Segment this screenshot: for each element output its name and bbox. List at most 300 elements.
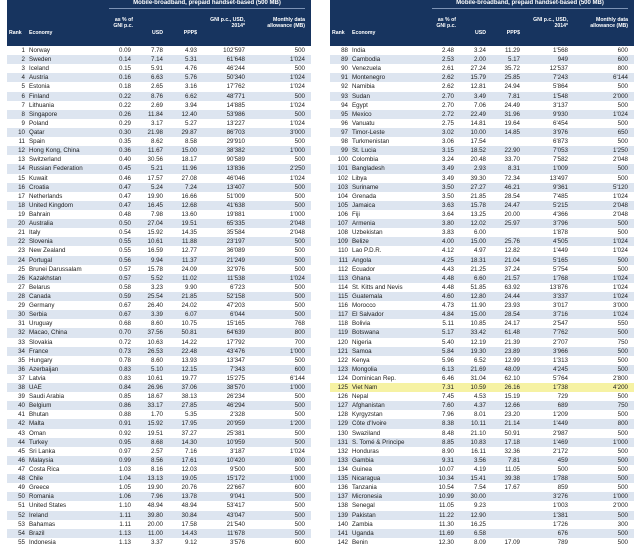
cell-rank: 20 (18, 220, 25, 228)
table-row (330, 456, 634, 465)
cell-usd: 8.68 (150, 438, 163, 446)
cell-rank: 118 (338, 320, 348, 328)
cell-gni-pc: 2'172 (553, 447, 568, 455)
table-row (7, 210, 311, 219)
cell-rank: 133 (337, 456, 348, 464)
cell-gni-pc: 13'497 (549, 174, 568, 182)
table-row (7, 392, 311, 401)
table-row (7, 474, 311, 483)
table-row (7, 319, 311, 328)
cell-usd: 6.58 (473, 529, 486, 537)
table-row (7, 119, 311, 128)
cell-economy: Namibia (352, 83, 375, 91)
cell-ppp: 26.16 (504, 384, 520, 392)
cell-gni-pc: 1'381 (553, 511, 568, 519)
cell-rank: 13 (18, 156, 25, 164)
cell-rank: 48 (18, 475, 25, 483)
cell-usd: 15.78 (470, 201, 486, 209)
cell-economy: Costa Rica (29, 466, 60, 474)
cell-allowance: 500 (617, 484, 628, 492)
cell-pct-gni: 5.17 (441, 329, 454, 337)
cell-economy: Honduras (352, 447, 379, 455)
cell-ppp: 62.10 (504, 374, 520, 382)
cell-allowance: 600 (294, 538, 305, 546)
cell-pct-gni: 0.97 (118, 447, 131, 455)
cell-rank: 26 (18, 274, 25, 282)
table-row (330, 410, 634, 419)
cell-economy: Chile (29, 475, 44, 483)
cell-usd: 10.85 (470, 320, 486, 328)
cell-gni-pc: 789 (557, 538, 568, 546)
cell-gni-pc: 459 (557, 456, 568, 464)
cell-ppp: 14.35 (181, 229, 197, 237)
cell-rank: 101 (337, 165, 348, 173)
cell-gni-pc: 1'003 (553, 502, 568, 510)
cell-allowance: 1'024 (613, 247, 628, 255)
cell-rank: 8 (21, 110, 25, 118)
cell-rank: 19 (18, 210, 25, 218)
cell-usd: 11.90 (470, 302, 486, 310)
cell-economy: Australia (29, 220, 54, 228)
cell-economy: Bolivia (352, 320, 371, 328)
cell-pct-gni: 0.47 (118, 183, 131, 191)
cell-ppp: 9.12 (184, 538, 197, 546)
cell-allowance: 500 (294, 411, 305, 419)
cell-gni-pc: 46'294 (226, 402, 245, 410)
table-row (330, 419, 634, 428)
cell-usd: 25.54 (147, 292, 163, 300)
cell-ppp: 12.40 (181, 110, 197, 118)
cell-gni-pc: 64'639 (226, 329, 245, 337)
cell-usd: 11.84 (147, 110, 163, 118)
cell-ppp: 29.87 (181, 128, 197, 136)
cell-ppp: 14.43 (181, 529, 197, 537)
table-row (330, 429, 634, 438)
cell-economy: Fiji (352, 210, 360, 218)
cell-pct-gni: 0.56 (118, 256, 131, 264)
cell-rank: 44 (18, 438, 25, 446)
cell-gni-pc: 10'420 (226, 456, 245, 464)
cell-pct-gni: 3.02 (441, 128, 454, 136)
cell-usd: 19.30 (470, 347, 486, 355)
cell-allowance: 500 (294, 302, 305, 310)
cell-pct-gni: 8.85 (441, 438, 454, 446)
cell-usd: 21.98 (147, 128, 163, 136)
cell-allowance: 2'048 (613, 156, 628, 164)
cell-pct-gni: 0.18 (118, 83, 131, 91)
cell-rank: 37 (18, 374, 25, 382)
cell-rank: 22 (18, 238, 25, 246)
table-row (7, 82, 311, 91)
cell-pct-gni: 2.70 (441, 92, 454, 100)
cell-pct-gni: 4.43 (441, 265, 454, 273)
cell-pct-gni: 8.38 (441, 420, 454, 428)
cell-allowance: 500 (294, 466, 305, 474)
cell-allowance: 500 (294, 92, 305, 100)
cell-ppp: 4.93 (184, 47, 197, 54)
cell-allowance: 500 (294, 256, 305, 264)
cell-usd: 15.41 (470, 475, 486, 483)
cell-usd: 30.56 (147, 156, 163, 164)
cell-pct-gni: 11.22 (438, 511, 454, 519)
table-row (330, 174, 634, 183)
table-row (330, 401, 634, 410)
cell-allowance: 1'000 (290, 210, 305, 218)
cell-usd: 21.10 (470, 429, 486, 437)
cell-rank: 120 (337, 338, 348, 346)
cell-usd: 7.98 (150, 210, 163, 218)
cell-economy: Portugal (29, 256, 53, 264)
cell-allowance: 3'000 (613, 302, 628, 310)
cell-gni-pc: 500 (557, 466, 568, 474)
cell-gni-pc: 1'469 (553, 438, 568, 446)
cell-economy: Netherlands (29, 192, 63, 200)
cell-rank: 11 (18, 138, 25, 146)
cell-economy: Turkmenistan (352, 138, 390, 146)
cell-pct-gni: 12.30 (438, 538, 454, 546)
cell-rank: 132 (337, 447, 348, 455)
cell-pct-gni: 6.13 (441, 365, 454, 373)
cell-rank: 35 (18, 356, 25, 364)
table-row (330, 183, 634, 192)
cell-gni-pc: 9'930 (553, 110, 568, 118)
cell-ppp: 3.94 (184, 101, 197, 109)
cell-economy: Bahamas (29, 520, 56, 528)
cell-rank: 106 (337, 210, 348, 218)
cell-economy: Kazakhstan (29, 274, 62, 282)
cell-gni-pc: 5'754 (553, 265, 568, 273)
cell-pct-gni: 1.06 (118, 493, 131, 501)
cell-allowance: 500 (294, 65, 305, 73)
cell-rank: 93 (341, 92, 348, 100)
cell-allowance: 500 (294, 438, 305, 446)
cell-usd: 8.62 (150, 138, 163, 146)
cell-rank: 16 (18, 183, 25, 191)
cell-rank: 14 (18, 165, 25, 173)
table-row (330, 46, 634, 55)
cell-usd: 26.53 (147, 347, 163, 355)
cell-pct-gni: 2.62 (441, 74, 454, 82)
cell-usd: 48.94 (147, 502, 163, 510)
table-row (330, 237, 634, 246)
cell-rank: 142 (337, 538, 348, 546)
cell-usd: 16.25 (470, 520, 486, 528)
cell-pct-gni: 10.54 (438, 484, 454, 492)
cell-pct-gni: 4.48 (441, 274, 454, 282)
cell-ppp: 23.93 (504, 302, 520, 310)
cell-ppp: 25.97 (504, 220, 520, 228)
cell-pct-gni: 1.03 (118, 466, 131, 474)
cell-allowance: 500 (617, 265, 628, 273)
table-row (7, 256, 311, 265)
cell-ppp: 14.30 (181, 438, 197, 446)
cell-pct-gni: 3.80 (441, 220, 454, 228)
cell-pct-gni: 0.46 (118, 174, 131, 182)
cell-gni-pc: 43'047 (226, 511, 245, 519)
cell-economy: Saudi Arabia (29, 393, 65, 401)
table-row (330, 338, 634, 347)
cell-pct-gni: 1.13 (118, 538, 131, 546)
cell-allowance: 550 (617, 320, 628, 328)
cell-gni-pc: 9'500 (230, 466, 245, 474)
cell-usd: 27.24 (470, 65, 486, 73)
cell-pct-gni: 0.99 (118, 456, 131, 464)
cell-usd: 10.61 (147, 374, 163, 382)
cell-allowance: 600 (617, 47, 628, 54)
cell-rank: 105 (337, 201, 348, 209)
cell-rank: 125 (337, 384, 348, 392)
cell-economy: Bangladesh (352, 165, 385, 173)
cell-gni-pc: 1'568 (553, 47, 568, 54)
cell-ppp: 50.81 (181, 329, 197, 337)
cell-ppp: 22.48 (181, 347, 197, 355)
cell-ppp: 22.90 (504, 147, 520, 155)
cell-usd: 4.19 (473, 466, 486, 474)
cell-economy: Oman (29, 429, 46, 437)
cell-economy: India (352, 47, 366, 54)
cell-rank: 34 (18, 347, 25, 355)
table-row (7, 155, 311, 164)
cell-usd: 21.85 (470, 192, 486, 200)
cell-usd: 18.31 (470, 256, 486, 264)
left-table-header (7, 0, 311, 46)
cell-ppp: 39.38 (504, 475, 520, 483)
cell-ppp: 24.47 (504, 201, 520, 209)
cell-rank: 138 (337, 502, 348, 510)
cell-pct-gni: 0.47 (118, 201, 131, 209)
cell-gni-pc: 2'707 (553, 338, 568, 346)
table-row (7, 137, 311, 146)
cell-allowance: 500 (617, 447, 628, 455)
cell-rank: 45 (18, 447, 25, 455)
cell-usd: 19.51 (147, 429, 163, 437)
cell-allowance: 700 (294, 338, 305, 346)
cell-gni-pc: 729 (557, 393, 568, 401)
cell-economy: Gambia (352, 456, 374, 464)
cell-economy: Belarus (29, 283, 50, 291)
cell-gni-pc: 7'485 (553, 192, 568, 200)
cell-ppp: 13.78 (181, 493, 197, 501)
cell-usd: 14.81 (470, 119, 486, 127)
cell-rank: 17 (18, 192, 25, 200)
left-table-body (7, 46, 311, 547)
cell-economy: Senegal (352, 502, 375, 510)
cell-ppp: 28.54 (504, 192, 520, 200)
cell-ppp: 19.77 (181, 374, 197, 382)
cell-economy: Montenegro (352, 74, 386, 82)
cell-ppp: 11.02 (181, 274, 197, 282)
cell-rank: 107 (337, 220, 348, 228)
cell-ppp: 6.62 (184, 92, 197, 100)
cell-usd: 8.56 (150, 456, 163, 464)
cell-usd: 2.00 (473, 56, 486, 64)
cell-gni-pc: 2'987 (553, 429, 568, 437)
cell-allowance: 500 (294, 429, 305, 437)
cell-usd: 4.97 (473, 247, 486, 255)
cell-allowance: 1'024 (613, 192, 628, 200)
table-row (7, 520, 311, 529)
cell-gni-pc: 1'788 (553, 475, 568, 483)
cell-rank: 104 (337, 192, 348, 200)
cell-pct-gni: 11.05 (438, 502, 454, 510)
cell-ppp: 13.93 (181, 356, 197, 364)
table-row (7, 501, 311, 510)
cell-rank: 53 (18, 520, 25, 528)
cell-pct-gni: 1.10 (118, 502, 131, 510)
cell-rank: 97 (341, 128, 348, 136)
table-row (330, 356, 634, 365)
cell-allowance: 500 (617, 220, 628, 228)
cell-pct-gni: 2.72 (441, 110, 454, 118)
cell-usd: 4.53 (473, 393, 486, 401)
table-row (330, 119, 634, 128)
cell-ppp: 5.27 (184, 119, 197, 127)
table-row (7, 265, 311, 274)
cell-allowance: 500 (294, 356, 305, 364)
cell-economy: Serbia (29, 311, 47, 319)
cell-usd: 15.92 (147, 420, 163, 428)
cell-allowance: 500 (294, 393, 305, 401)
cell-pct-gni: 0.45 (118, 165, 131, 173)
cell-pct-gni: 4.00 (441, 238, 454, 246)
cell-ppp: 17.09 (504, 538, 520, 546)
cell-pct-gni: 2.61 (441, 65, 454, 73)
cell-pct-gni: 0.88 (118, 411, 131, 419)
cell-pct-gni: 0.59 (118, 292, 131, 300)
cell-usd: 3.49 (473, 92, 486, 100)
table-row (330, 447, 634, 456)
cell-gni-pc: 689 (557, 402, 568, 410)
cell-usd: 12.81 (470, 83, 486, 91)
cell-usd: 10.61 (147, 238, 163, 246)
right-table-header (330, 0, 634, 46)
cell-ppp: 21.14 (504, 420, 520, 428)
cell-pct-gni: 0.84 (118, 384, 131, 392)
cell-allowance: 750 (617, 338, 628, 346)
cell-economy: Spain (29, 138, 45, 146)
cell-rank: 25 (18, 265, 25, 273)
cell-gni-pc: 9'361 (553, 183, 568, 191)
cell-usd: 16.45 (147, 201, 163, 209)
table-row (330, 256, 634, 265)
table-row (330, 110, 634, 119)
cell-usd: 11.00 (147, 529, 163, 537)
band-title: Mobile-broadband, prepaid handset-based (500 MB) (109, 0, 305, 9)
cell-usd: 7.54 (473, 484, 486, 492)
cell-gni-pc: 5'215 (553, 201, 568, 209)
cell-ppp: 24.49 (504, 101, 520, 109)
cell-economy: Egypt (352, 101, 368, 109)
cell-usd: 9.94 (150, 256, 163, 264)
cell-pct-gni: 0.29 (118, 119, 131, 127)
cell-allowance: 600 (294, 484, 305, 492)
table-row (7, 529, 311, 538)
cell-allowance: 500 (294, 265, 305, 273)
cell-pct-gni: 0.26 (118, 110, 131, 118)
cell-gni-pc: 3'187 (230, 447, 245, 455)
cell-rank: 1 (21, 47, 25, 54)
cell-pct-gni: 3.49 (441, 174, 454, 182)
cell-pct-gni: 0.91 (118, 420, 131, 428)
cell-ppp: 14.22 (181, 338, 197, 346)
cell-economy: UAE (29, 384, 42, 392)
cell-ppp: 32.36 (504, 447, 520, 455)
cell-gni-pc: 6'723 (230, 283, 245, 291)
cell-gni-pc: 25'381 (226, 429, 245, 437)
cell-pct-gni: 3.06 (441, 138, 454, 146)
cell-pct-gni: 0.83 (118, 365, 131, 373)
table-row (330, 73, 634, 82)
table-row (7, 419, 311, 428)
cell-economy: Micronesia (352, 493, 382, 501)
table-row (7, 374, 311, 383)
table-row (7, 219, 311, 228)
table-row (7, 228, 311, 237)
table-row (7, 410, 311, 419)
cell-allowance: 500 (617, 475, 628, 483)
cell-rank: 9 (21, 119, 25, 127)
cell-economy: United States (29, 502, 67, 510)
cell-allowance: 1'000 (290, 384, 305, 392)
cell-economy: Brazil (29, 529, 45, 537)
cell-allowance: 500 (617, 511, 628, 519)
cell-ppp: 18.17 (181, 156, 197, 164)
cell-rank: 3 (21, 65, 25, 73)
cell-gni-pc: 5'864 (553, 83, 568, 91)
cell-ppp: 8.31 (507, 165, 520, 173)
cell-usd: 39.80 (147, 511, 163, 519)
cell-usd: 11.67 (147, 147, 163, 155)
cell-ppp: 12.77 (181, 247, 197, 255)
cell-pct-gni: 0.95 (118, 438, 131, 446)
cell-rank: 103 (337, 183, 348, 191)
cell-usd: 2.57 (150, 447, 163, 455)
cell-economy: Lithuania (29, 101, 55, 109)
cell-gni-pc: 6'873 (553, 138, 568, 146)
cell-economy: Samoa (352, 347, 372, 355)
cell-pct-gni: 0.78 (118, 356, 131, 364)
cell-gni-pc: 4'366 (553, 210, 568, 218)
cell-gni-pc: 1'878 (553, 229, 568, 237)
cell-rank: 94 (341, 101, 348, 109)
cell-gni-pc: 15'172 (226, 475, 245, 483)
cell-pct-gni: 3.50 (441, 192, 454, 200)
cell-pct-gni: 0.70 (118, 329, 131, 337)
cell-gni-pc: 21'540 (226, 520, 245, 528)
col-pct-gni: as % of GNI p.c. (436, 17, 456, 29)
cell-allowance: 500 (617, 538, 628, 546)
cell-usd: 10.11 (470, 420, 486, 428)
cell-economy: Benin (352, 538, 368, 546)
cell-economy: Turkey (29, 438, 48, 446)
cell-ppp: 72.34 (504, 174, 520, 182)
cell-pct-gni: 10.99 (438, 493, 454, 501)
cell-allowance: 800 (294, 456, 305, 464)
cell-gni-pc: 19'881 (226, 210, 245, 218)
table-row (7, 456, 311, 465)
cell-allowance: 2'000 (613, 92, 628, 100)
cell-ppp: 12.82 (504, 247, 520, 255)
cell-usd: 10.83 (470, 438, 486, 446)
table-row (330, 228, 634, 237)
table-row (7, 283, 311, 292)
cell-economy: Jamaica (352, 201, 376, 209)
table-row (7, 246, 311, 255)
cell-allowance: 1'024 (613, 238, 628, 246)
cell-gni-pc: 6'454 (553, 119, 568, 127)
cell-ppp: 17.95 (181, 420, 197, 428)
cell-usd: 7.78 (150, 47, 163, 54)
